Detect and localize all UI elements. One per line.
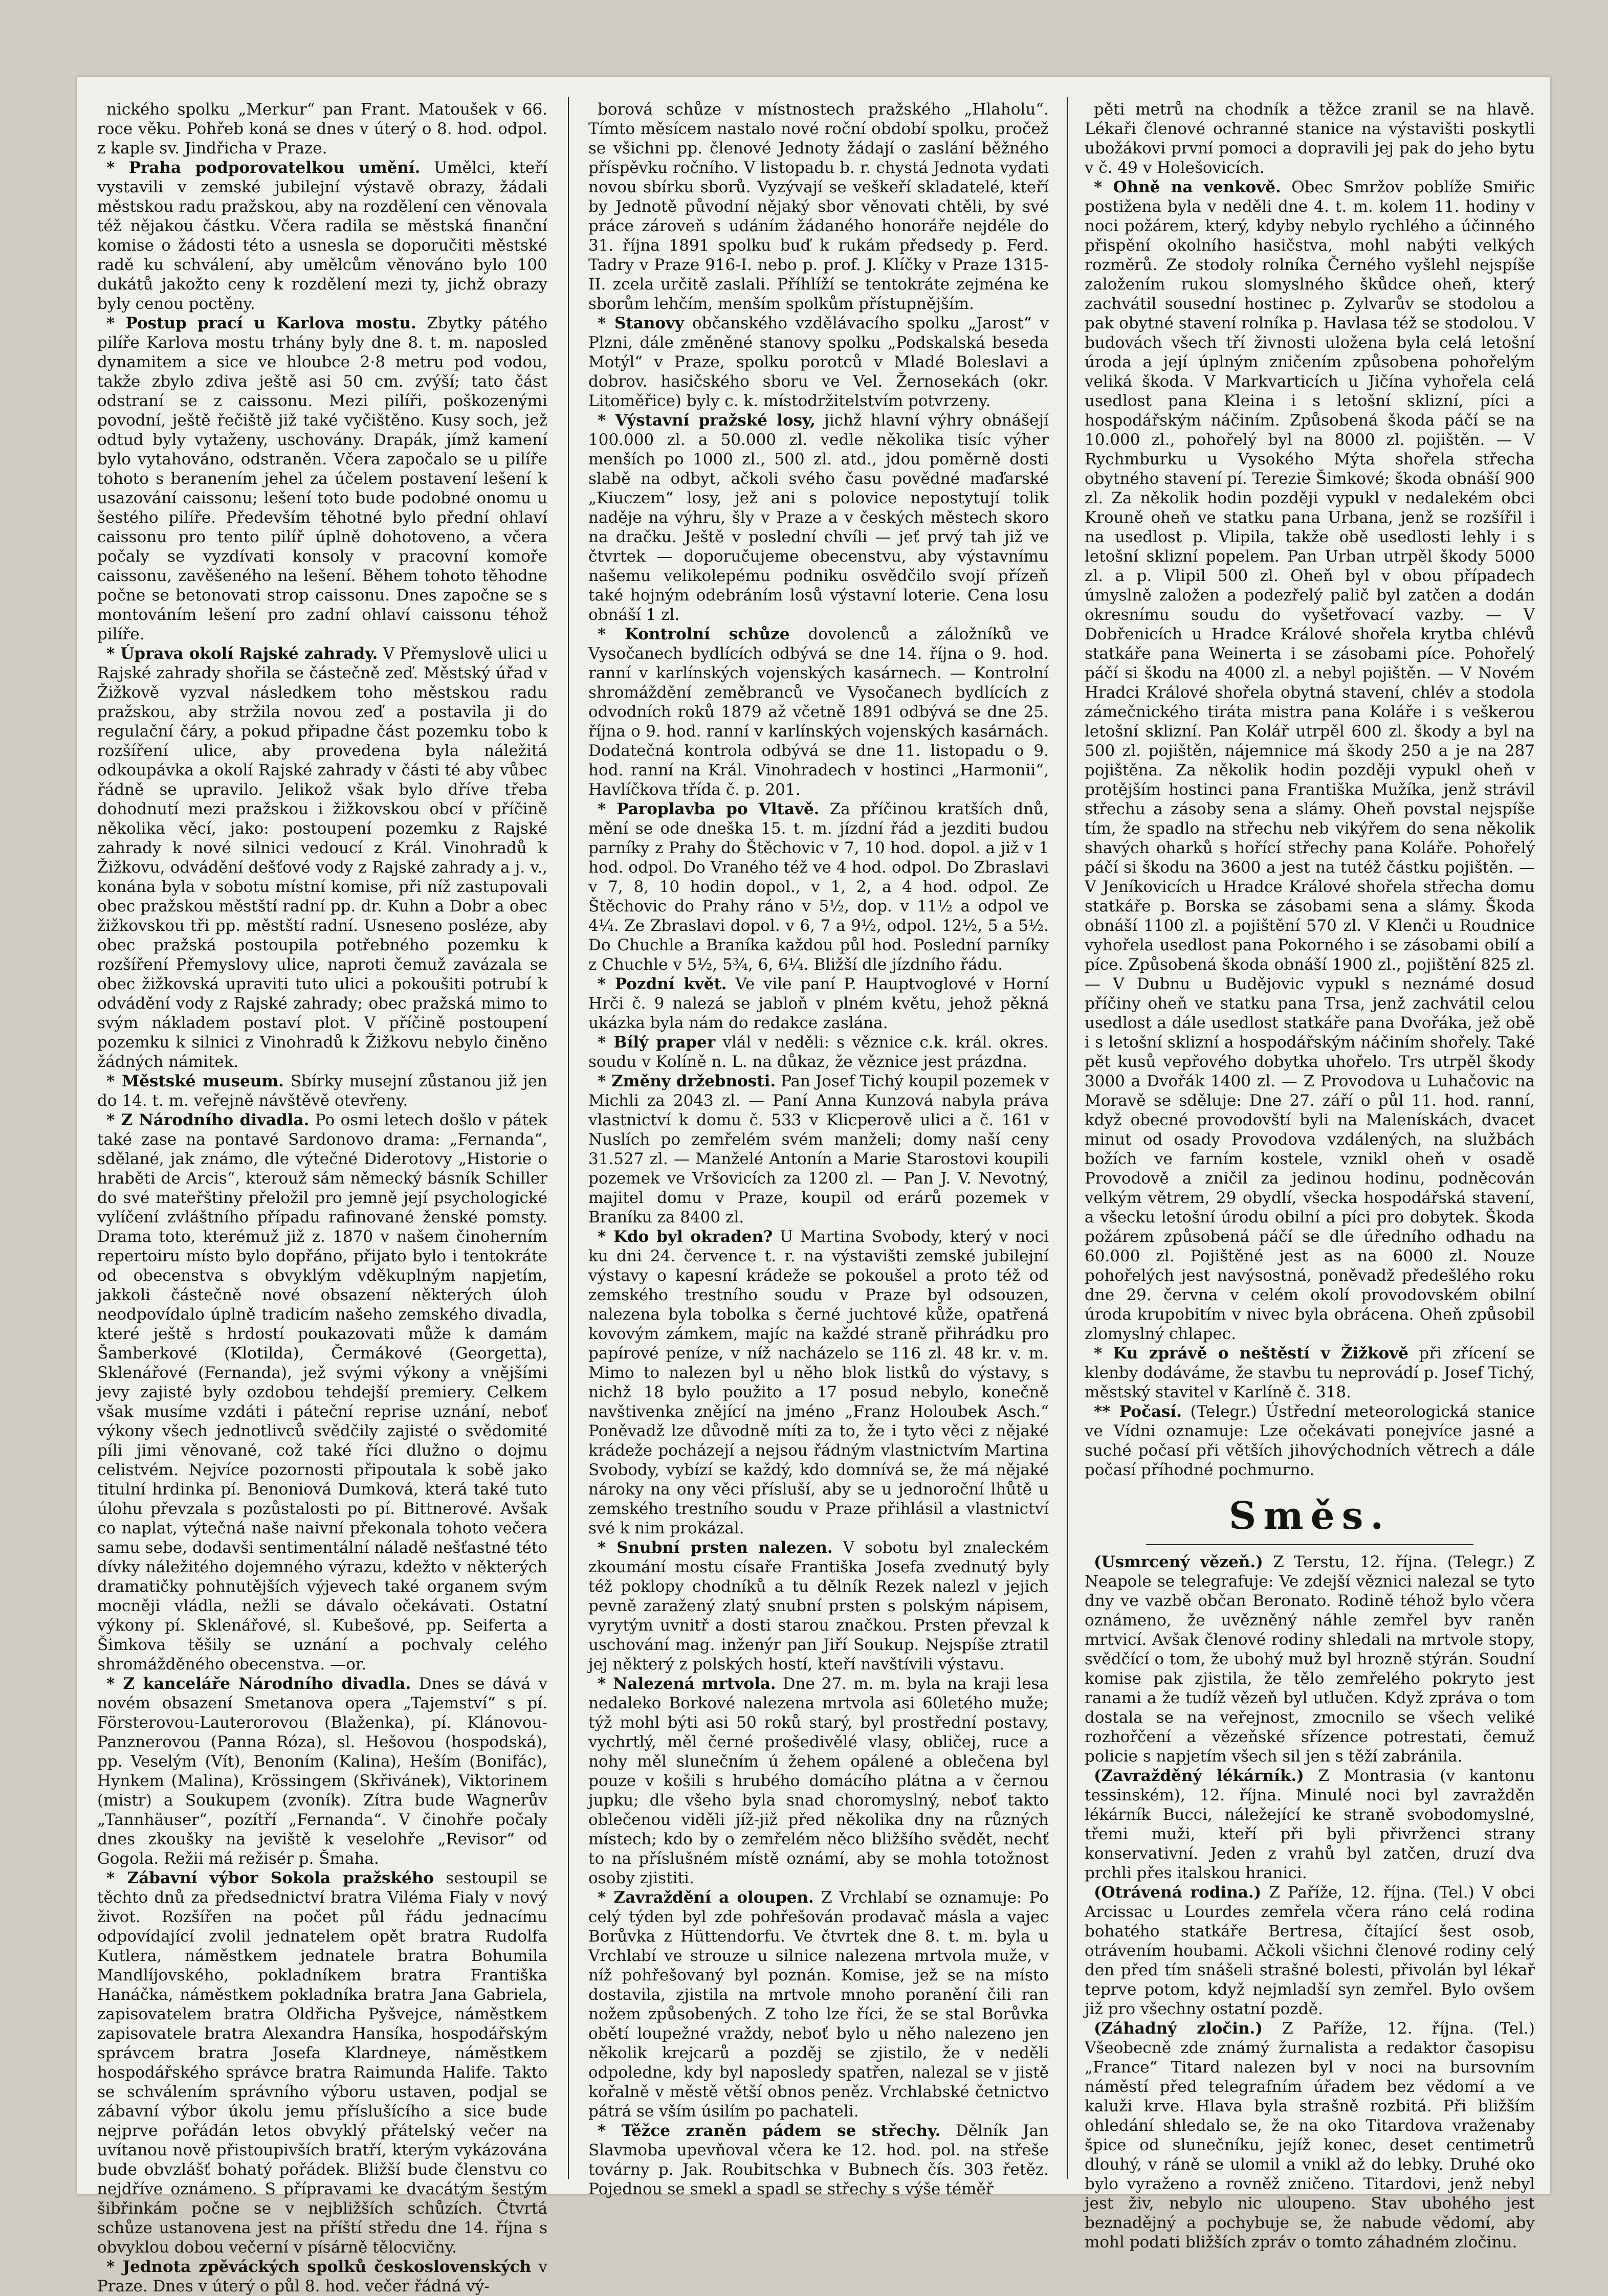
article-lead: * Úprava okolí Rajské zahrady.	[106, 644, 378, 663]
article-paragraph	[1085, 1344, 1535, 1402]
article-lead: * Z kanceláře Národního divadla.	[106, 1675, 411, 1693]
article-paragraph	[588, 314, 1049, 411]
article-text: dovolenců a záložníků ve Vysočanech bydlících odbývá se dne 14. října o 9. hod. ranní v karlínských vojenských kasárnech. — Kontrolní shromáždění zeměbranců ve Vysočanech bydlících z odvodních roků 1879 až včetně 1891 odbývá se dne 25. října o 9. hod. ranní v karlínských vojenských kasárnách. Dodatečná kontrola odbývá se dne 11. listopadu o 9. hod. ranní na Král. Vinohradech v hostinci „Harmonii“, Havlíčkova třída č. p. 201.	[588, 625, 1049, 799]
article-text: Umělci, kteří vystavili v zemské jubilejní výstavě obrazy, žádali městskou radu pražskou, aby na rozdělení cen věnovala též nějakou částku. Včera radila se městská finanční komise o žádosti této a usnesla se doporučiti městské radě ku schválení, aby umělcům věnováno bylo 100 dukátů jakožto ceny k rozdělení mezi ty, jichž obrazy byly cenou poctěny.	[97, 159, 547, 313]
article-text: Obec Smržov poblíže Smiřic postižena byla v neděli dne 4. t. m. kolem 11. hodiny v noci požárem, který, kdyby nebylo rychlého a účinného přispění okolního hasičstva, mohl nabýti velkých rozměrů. Ze stodoly rolníka Černého vyšlehl nejspíše založením rukou slomyslného škůdce oheň, který zachvátil sousední hostinec p. Zylvarův se stodolou a pak obytné stavení rolníka p. Havlasa též se stodolou. V budovách všech tří živnosti uložena byla celá letošní úroda a její úplným zničením způsobena pohořelým veliká škoda. V Markvarticích u Jičína vyhořela celá usedlost pana Kleina i s letošní sklizní, píci a hospodářským náčiním. Způsobená škoda páčí se na 10.000 zl., pohořelý byl na 8000 zl. pojištěn. — V Rychmburku u Vysokého Mýta shořela střecha obytného stavení pí. Terezie Šimkové; škoda obnáší 900 zl. Za několik hodin později vypukl v nedalekém obci Krouně oheň ve statku pana Urbana, jenž se rozšířil i na usedlost p. Vlipila, takže obě usedlosti lehly i s letošní sklizní popelem. Pan Urban utrpěl škody 5000 zl. a p. Vlipil 500 zl. Oheň byl v obou případech úmyslně založen a podezřelý palič byl zatčen a dodán okresnímu soudu do vyšetřovací vazby. — V Dobřenicích u Hradce Králové shořela krytba chlévů statkáře pana Weinerta i se zásobami píce. Pohořelý páčí si škodu na 4000 zl. a nebyl pojištěn. — V Novém Hradci Králové shořela obytná stavení, chlév a stodola zámečnického tiráta mistra pana Koláře i s veškerou letošní sklizní. Pan Kolář utrpěl 600 zl. škody a byl na 500 zl. pojištěn, nájemnice má škody 250 a je na 287 pojištěna. Za několik hodin později vypukl oheň v protějším hostinci pana Františka Mužíka, jenž strávil střechu a zásoby sena a slámy. Oheň povstal nejspíše tím, že spadlo na střechu neb vikýřem do sena několik shavých oharků s hořící střechy pana Koláře. Pohořelý páčí si škodu na 3600 a jest na tutéž částku pojištěn. — V Jeníkovicích u Hradce Králové shořela střecha domu statkáře p. Borska se zásobami sena a slámy. Škoda obnáší 1100 zl. a pojištění 570 zl. V Klenči u Roudnice vyhořela usedlost pana Pokorného i se zásobami obilí a píce. Způsobená škoda obnáší 1900 zl., pojištění 825 zl. — V Dubnu u Budějovic vypukl s neznámé dosud příčiny oheň ve statku pana Trsa, jenž zachvátil celou usedlost a dále usedlost statkáře pana Dvořáka, jež obě i s letošní sklizní a hospodářským náčiním shořely. Také pět kusů vepřového dobytka uhořelo. Trs utrpěl škody 3000 a Dvořák 1400 zl. — Z Provodova u Luhačovic na Moravě se sděluje: Dne 27. září o půl 11. hod. ranní, když obecné provodovští byli na Malenískách, dvacet minut od osady Provodova vzdálených, na službách božích ve farním kostele, vznikl oheň v osadě Provodově a zničil za jedinou hodinu, podněcován velkým větrem, 29 obydlí, všecka hospodářská stavení, a všecku letošní úrodu obilní a píci pro dobytek. Škoda požárem způsobená páčí se dle úředního odhadu na 60.000 zl. Pojištěné jest as na 6000 zl. Nouze pohořelých jest navýsostná, poněvadž předešlého roku dne 29. června v celém okolí provodovském obilní úroda krupobitím v nivec byla obrácena. Oheň způsobil zlomyslný chlapec.	[1085, 178, 1535, 1343]
article-lead: * Z Národního divadla.	[106, 1111, 310, 1129]
article-lead: * Pozdní květ.	[598, 975, 727, 993]
article-lead: * Jednota zpěváckých spolků československých	[106, 2258, 532, 2276]
article-text: nického spolku „Merkur“ pan Frant. Matoušek v 66. roce věku. Pohřeb koná se dnes v úterý o 8. hod. odpol. z kaple sv. Jindřicha v Praze.	[97, 100, 547, 158]
article-lead: * Snubní prsten nalezen.	[598, 1539, 833, 1557]
article-lead: * Těžce zraněn pádem se střechy.	[598, 2122, 941, 2140]
article-lead: (Usmrcený vězeň.)	[1094, 1553, 1263, 1571]
article-text: jichž hlavní výhry obnášejí 100.000 zl. a 50.000 zl. vedle několika tisíc výher menších po 1000 zl., 500 zl. atd., jdou poměrně dosti slabě na odbyt, ačkoli svého času povědné maďarské „Kiuczem“ losy, jež ani s polovice nepostytují tolik naděje na výhru, šly v Praze a v českých městech skoro na dračku. Ještě v poslední chvíli — jeť prvý tah již ve čtvrtek — doporučujeme obecenstvu, aby výstavnímu našemu velikolepému podniku osvědčilo svojí přízeň také hojným odebráním losů výstavní loterie. Cena losu obnáší 1 zl.	[588, 411, 1049, 624]
article-lead: * Zábavní výbor Sokola pražského	[106, 1869, 434, 1887]
article-paragraph	[588, 2121, 1049, 2199]
column-divider	[568, 97, 569, 2179]
article-lead: * Postup prací u Karlova mostu.	[106, 314, 416, 332]
article-text: pěti metrů na chodník a těžce zranil se na hlavě. Lékaři členové ochranné stanice na výstavišti poskytli ubožákovi první pomoci a dopravili jej pak do jeho bytu v č. 49 v Holešovicích.	[1085, 100, 1535, 177]
article-lead: * Nalezená mrtvola.	[598, 1675, 776, 1693]
article-paragraph	[1085, 1883, 1535, 2019]
article-paragraph	[97, 2257, 547, 2296]
article-text: Sbírky musejní zůstanou již jen do 14. t. m. veřejně návštěvě otevřeny.	[97, 1072, 547, 1110]
article-text: Zbytky pátého pilíře Karlova mostu trhány byly dne 8. t. m. naposled dynamitem a sice ve hloubce 2·8 metru pod vodou, takže zbylo zdiva ještě asi 50 cm. zvýší; tato část odstraní se z caissonu. Mezi pilíři, poškozenými povodní, ještě řečiště již také vyčištěno. Kusy soch, jež odtud byly vytaženy, uschovány. Drapák, jímž kamení bylo vytahováno, odstraněn. Včera započalo se u pilíře tohoto s beranením jehel za účelem postavení lešení k usazování caissonu; lešení toto bude podobné onomu u šestého pilíře. Především těhotné bylo přední ohlaví caissonu pro tento pilíř úplně dohotoveno, a včera počaly se vyzdívati konsoly v pracovní komoře caissonu, zavěšeného na lešení. Během tohoto těhodne počne se betonovati strop caissonu. Dnes započne se s montováním lešení pro zadní ohlaví caissonu téhož pilíře.	[97, 314, 548, 643]
article-paragraph	[588, 625, 1049, 799]
article-text: Z Paříže, 12. října. (Tel.) V obci Arcissac u Lourdes zemřela včera ráno celá rodina bohatého statkáře Bertresa, čítající šest osob, otrávením houbami. Ačkoli všichni členové rodiny celý den před tím snášeli strašné bolesti, přivolán byl lékař teprve potom, když nejmladší syn zemřel. Bylo ovšem již pro všechny ostatní pozdě.	[1085, 1883, 1535, 2018]
article-paragraph	[1085, 1402, 1535, 1480]
heading-rule	[1146, 1544, 1473, 1545]
column-3-section	[1085, 1552, 1535, 2252]
article-text: Z Terstu, 12. října. (Telegr.) Z Neapole se telegrafuje: Ve zdejší věznici nalezal se tyto dny ve vazbě občan Beronato. Rodině téhož bylo včera oznámeno, že uvězněný náhle zemřel byv raněn mrtvicí. Avšak členové rodiny shledali na mrtvole stopy, svědčící o tom, že ubohý muž byl hrozně stýrán. Soudní komise pak zjistila, že tělo zemřelého pokryto jest ranami a že tudíž vězeň byl utlučen. Když zpráva o tom dostala se na veřejnost, zmocnilo se všech veliké rozhořčení a vězeňské sřízence potrestati, čemuž policie s napjetím všech sil jen s těží zabránila.	[1085, 1553, 1535, 1766]
article-paragraph	[588, 974, 1049, 1033]
article-paragraph	[97, 100, 547, 158]
article-paragraph	[97, 1868, 547, 2257]
article-lead: * Výstavní pražské losy,	[598, 411, 816, 430]
article-paragraph	[588, 799, 1049, 974]
article-lead: * Městské museum.	[106, 1072, 284, 1090]
article-paragraph	[588, 100, 1049, 314]
column-3-news	[1085, 100, 1535, 1480]
article-text: Z Vrchlabí se oznamuje: Po celý týden byl zde pohřešován prodavač másla a vajec Borůvka z Hüttendorfu. Ve čtvrtek dne 8. t. m. byla u Vrchlabí ve strouze u silnice nalezena mrtvola muže, v níž pohřešovaný byl poznán. Komise, jež se na místo dostavila, zjistila na mrtvole mnoho poranění čili ran nožem způsobených. Z toho lze říci, že se stal Borůvka obětí loupežné vraždy, neboť bylo u něho nalezeno jen několik krejcarů a pozděj se zjistilo, že v neděli odpoledne, kdy byl naposledy spatřen, nalezal se v jistě kořalně v městě větší obnos peněz. Vrchlabské četnictvo pátrá se vším úsilím po pachateli.	[588, 1888, 1049, 2121]
article-lead: ** Počasí.	[1094, 1402, 1182, 1421]
article-paragraph	[97, 1072, 547, 1110]
article-paragraph	[588, 411, 1049, 625]
article-lead: * Zavraždění a oloupen.	[598, 1888, 814, 1907]
column-1	[97, 100, 548, 2295]
column-2	[588, 100, 1049, 2198]
article-paragraph	[588, 1674, 1049, 1888]
column-3	[1085, 100, 1535, 2252]
article-lead: * Praha podporovatelkou umění.	[106, 159, 421, 177]
article-lead: * Změny držebnosti.	[598, 1072, 776, 1090]
article-text: při zřícení se klenby dodáváme, že stavbu tu neprovádí p. Josef Tichý, městský stavitel v Karlíně č. 318.	[1085, 1344, 1535, 1401]
article-lead: * Kontrolní schůze	[598, 625, 790, 643]
newspaper-page	[77, 77, 1550, 2295]
article-text: Po osmi letech došlo v pátek také zase na pontavé Sardonovo drama: „Fernanda“, sdělané, jak známo, dle výtečné Diderotovy „Historie o hraběti de Arcis“, kterouž sám německý básník Schiller do své mateřštiny přeložil pro jemně její psychologické vylíčení zvláštního případu rafinované ženské pomsty. Drama toto, kterémuž již z. 1870 v našem činoherním repertoiru místo bylo dopřáno, přijato bylo i tentokráte od obecenstva s obvyklým vděkuplným napjetím, jakkoli částečně nové obsazení některých úloh neodpovídalo úplně tradicím našeho zemského divadla, které ještě s hrdostí poukazovati může k damám Šamberkové (Klotilda), Čermákové (Georgetta), Sklenářové (Fernanda), jež svými výkony a vnějšími jevy zajisté byly ozdobou tehdejší premiery. Celkem však musíme vzdáti i páteční reprise uznání, neboť výkony všech jednotlivců svědčily zajisté o svědomité píli jimi věnované, což také říci dlužno o dojmu celistvém. Nejvíce pozornosti připoutala k sobě jako titulní hrdinka pí. Benoniová Dumková, která také tuto úlohu převzala s pozůstalosti po pí. Bittnerové. Avšak co naplat, výtečná naše naivní překonala tohoto večera samu sebe, dodavši sentimentální náladě nešťastné této dívky náležitého dojemného výrazu, kdežto v některých dramatičky pohnutějších výjevech také organem svým mocněji vládla, nežli se dávalo očekávati. Ostatní výkony pí. Sklenářové, sl. Kubešové, pp. Seiferta a Šimkova těšily se uznání a pochvaly celého shromážděného obecenstva. —or.	[97, 1111, 548, 1674]
section-heading: Směs.	[1228, 1494, 1391, 1538]
article-paragraph	[97, 1110, 547, 1674]
article-text: občanského vzdělávacího spolku „Jarost“ v Plzni, dále změněné stanovy spolku „Podskalská beseda Motýl“ v Praze, spolku porotců v Mladé Boleslavi a dobrov. hasičského sboru ve Vel. Žernosekách (okr. Litoměřice) byly c. k. místodržitelstvím potvrzeny.	[588, 314, 1049, 410]
article-text: Z Paříže, 12. října. (Tel.) Všeobecně zde známý žurnalista a redaktor časopisu „France“ Titard nalezen byl v noci na bursovním náměstí před telegrafním úřadem bez vědomí a ve kaluži krve. Hlava byla strašně rozbitá. Při bližším ohledání shledalo se, že na oko Titardova vraženaby špice od slunečníku, jejíž konec, deset centimetrů dlouhý, v ráně se ulomil a vnikl až do lebky. Druhé oko bylo vyraženo a rovněž zničeno. Titardovi, jenž nebyl jest živ, nebylo nic uloupeno. Stav ubohého jest beznadějný a pochybuje se, že nabude vědomí, aby mohl podati bližších zpráv o tomto záhadném zločinu.	[1085, 2019, 1535, 2252]
article-paragraph	[97, 314, 547, 644]
article-text: Ve vile paní P. Hauptvoglové v Horní Hrči č. 9 nalezá se jabloň v plném květu, jehož pěkná ukázka byla nám do redakce zaslána.	[588, 975, 1049, 1032]
article-text: v Praze. Dnes v úterý o půl 8. hod. večer řádná vý-	[97, 2258, 548, 2295]
article-text: Dnes se dává v novém obsazení Smetanova opera „Tajemství“ s pí. Försterovou-Lauterorovou (Blaženka), pí. Klánovou-Panznerovou (Panna Róza), sl. Hešovou (hospodská), pp. Veselým (Vít), Benoním (Kalina), Heším (Bonifác), Hynkem (Malina), Krössingem (Skřivánek), Viktorinem (mistr) a Soukupem (zvoník). Zítra bude Wagnerův „Tannhäuser“, pozítří „Fernanda“. V činohře počaly dnes zkoušky na jeviště k veselohře „Revisor“ od Gogola. Režii má režisér p. Šmaha.	[97, 1675, 547, 1868]
article-paragraph	[1085, 100, 1535, 177]
column-divider	[1067, 97, 1068, 2179]
article-paragraph	[1085, 1552, 1535, 1766]
article-paragraph	[97, 644, 547, 1072]
article-text: Za příčinou kratších dnů, mění se ode dneška 15. t. m. jízdní řád a jezditi budou parníky z Prahy do Štěchovic v 7, 10 hod. dopol. a již v 1 hod. odpol. Do Vraného též ve 4 hod. odpol. Do Zbraslavi v 7, 8, 10 hodin dopol., v 1, 2, a 4 hod. odpol. Ze Štěchovic do Prahy ráno v 5½, dop. v 11½ a odpol ve 4¼. Ze Zbraslavi dopol. v 6, 7 a 9½, odpol. 12½, 5 a 5½. Do Chuchle a Braníka každou půl hod. Poslední parníky z Chuchle v 5½, 5¾, 6, 6¼. Bližší dle jízdního řádu.	[588, 800, 1049, 974]
article-paragraph	[588, 1227, 1049, 1538]
article-lead: (Otrávená rodina.)	[1094, 1883, 1262, 1902]
article-lead: * Ohně na venkově.	[1094, 178, 1281, 196]
article-text: U Martina Svobody, který v noci ku dni 24. července t. r. na výstavišti zemské jubilejní výstavy o kapesní krádeže se pokoušel a proto též od zemského trestního soudu v Praze byl odsouzen, nalezena byla tobolka s černé juchtové kůže, opatřená kovovým zámkem, majíc na každé straně přihrádku pro papírové peníze, v níž nacházelo se 116 zl. 48 kr. v. m. Mimo to nalezen byl u něho blok listků do výstavy, s nichž 18 bylo použito a 17 posud nebylo, konečně navštivenka znějící na jméno „Franz Holoubek Asch.“ Poněvadž lze důvodně míti za to, že i tyto věci z nějaké krádeže pocházejí a nejsou řádným vlastnictvím Martina Svobody, vybízí se každý, kdo domnívá se, že má nějaké nároky na ony věci přísluší, aby se u jednoroční lhůtě u zemského trestního soudu v Praze přihlásil a vlastnictví své k nim prokázal.	[588, 1228, 1049, 1537]
article-paragraph	[97, 158, 547, 314]
article-text: sestoupil se těchto dnů za předsednictví bratra Viléma Fialy v nový život. Rozšířen na počet půl řádu jednacímu odpovídající zvolil jednatelem opět bratra Rudolfa Kutlera, náměstkem jednatele bratra Bohumila Mandlíjovského, pokladníkem bratra Františka Hanáčka, náměstkem pokladníka bratra Jana Gabriela, zapisovatelem bratra Oldřicha Pyšvejce, náměstkem zapisovatele bratra Alexandra Hansíka, hospodářským správcem bratra Josefa Klardneye, náměstkem hospodářského správce bratra Raimunda Halife. Takto se schválením správního výboru ustaven, podjal se zábavní výbor úkolu jemu příslušícího a sice bude nejprve pořádán letos obvyklý přátelský večer na uvítanou nově přistoupivších bratří, kterým vykázována bude obvzlášť bohatý pořádek. Bližší bude členstvu co nejdříve oznámeno. S přípravami ke dvacátým šestým šibřinkám počne se v nejbližších schůzích. Čtvrtá schůze ustanovena jest na příští středu dne 14. října s obvyklou dobou večerní v písárně tělocvičny.	[97, 1869, 547, 2257]
article-lead: (Záhadný zločin.)	[1094, 2019, 1263, 2038]
article-text: Pan Josef Tichý koupil pozemek v Michli za 2043 zl. — Paní Anna Kunzová nabyla práva vlastnictví k domu č. 533 v Klicperově ulici a č. 161 v Nuslích po zemřelém svém manželi; domy naší ceny 31.527 zl. — Manželé Antonín a Marie Starostovi koupili pozemek ve Vršovicích za 1200 zl. — Pan J. V. Nevotný, majitel domu v Praze, koupil od erárů pozemek v Braníku za 8400 zl.	[588, 1072, 1049, 1227]
article-text: Dělník Jan Slavmoba upevňoval včera ke 12. hod. pol. na střeše továrny p. Jak. Roubitschka v Bubnech čís. 303 řetěz. Pojednou se smekl a spadl se střechy s výše téměř	[588, 2122, 1049, 2198]
article-paragraph	[1085, 2019, 1535, 2252]
article-text: Z Montrasia (v kantonu tessinském), 12. října. Minulé noci byl zavražděn lékárník Bucci, náležející ke straně svobodomyslné, třemi muži, kteří při byli přivrženci strany konservativní. Jeden z vrahů byl zatčen, druzí dva prchli přes italskou hranici.	[1085, 1767, 1535, 1882]
article-text: borová schůze v místnostech pražského „Hlaholu“. Tímto měsícem nastalo nové roční období spolku, pročež se všichni pp. členové Jednoty žádají o zaslání běžného příspěvku ročního. V listopadu b. r. chystá Jednota vydati novou sbírku sborů. Vyzývají se veškeří skladatelé, kteří by Jednotě původní nějaký sbor věnovati chtěli, by své práce zároveň s udáním žádaného honoráře nejdéle do 31. října 1891 spolku buď k rukám předsedy p. Ferd. Tadry v Praze 916-I. nebo p. prof. J. Klíčky v Praze 1315-II. zcela určitě zaslali. Příhlíží se tentokráte zejména ke sborům lehčím, menším spolkům přístupnějším.	[588, 100, 1049, 313]
article-paragraph	[588, 1072, 1049, 1227]
article-lead: * Bílý praper	[598, 1033, 716, 1052]
article-paragraph	[588, 1888, 1049, 2121]
article-paragraph	[1085, 1766, 1535, 1883]
article-paragraph	[588, 1033, 1049, 1072]
article-text: Dne 27. m. m. byla na kraji lesa nedaleko Borkové nalezena mrtvola asi 60letého muže; týž mohl býti asi 50 roků starý, byl prostřední postavy, vychrtlý, měl černé prošedivělé vlasy, obličej, ruce a nohy měl slunečním ú žehem opálené a oblečena byl pouze v košili s hrubého domácího plátna a v černou jupku; dle všeho byla snad choromyslný, neboť takto oblečenou viděli jíž-již před několika dny na různých místech; kdo by o zemřelém něco bližšího svědět, nechť to na příslušném místě oznámí, aby se mohla totožnost osoby zjistiti.	[588, 1675, 1049, 1887]
article-lead: * Paroplavba po Vltavě.	[598, 800, 820, 818]
article-lead: * Kdo byl okraden?	[598, 1228, 773, 1246]
article-lead: * Stanovy	[598, 314, 685, 332]
article-text: V sobotu byl znaleckém zkoumání mostu císaře Františka Josefa zvednutý byly též poklopy chodníků a tu dělník Rezek nalezl v jejich pevně zaražený zlatý snubní prsten s polským nápisem, vyrytým uvnitř a dosti starou značkou. Prsten převzal k uschování mag. inženýr pan Jiří Soukup. Nejspíše ztratil jej některý z polských hostí, kteří navštívili výstavu.	[588, 1539, 1049, 1674]
article-text: vlál v neděli: s věznice c.k. král. okres. soudu v Kolíně n. L. na důkaz, že věznice jest prázdna.	[588, 1033, 1049, 1071]
article-paragraph	[97, 1674, 547, 1868]
article-text: (Telegr.) Ústřední meteorologická stanice ve Vídni oznamuje: Lze očekávati ponejvíce jasné a suché počasí při větších jihovýchodních větrech a dále počasí příhodné pochmurno.	[1085, 1402, 1535, 1479]
article-text: V Přemyslově ulici u Rajské zahrady shořila se částečně zeď. Městský úřad v Žižkově vyzval následkem toho městskou radu pražskou, aby stržila novou zeď a postavila ji do regulační čáry, a pokud připadne část pozemku tobo k rozšíření ulice, aby provedena byla náležitá odkoupávka a okolí Rajské zahrady v části té aby vůbec řádně se upravilo. Jelikož však bylo dříve třeba dohodnutí mezi pražskou i žižkovskou obcí v příčině několika věcí, jako: postoupení pozemku z Rajské zahrady k nové silnici vedoucí z Král. Vinohradů k Žižkovu, odvádění dešťové vody z Rajské zahrady a j. v., konána byla v sobotu místní komise, při níž zastupovali obec pražskou městští radní pp. dr. Kuhn a Dobr a obec žižkovskou tři pp. městští radní. Usneseno posléze, aby obec pražská postoupila potřebného pozemku k rozšíření Přemyslovy ulice, naproti čemuž zavázala se obec žižkovská upraviti tuto ulici a pokoušiti potrubí k odvádění vody z Rajské zahrady; obec pražská mimo to svým nákladem postaví plot. V příčině postoupení pozemku k silnici z Vinohradů k Žižkovu nebylo činěno žádných námitek.	[97, 644, 547, 1071]
article-lead: (Zavražděný lékárník.)	[1094, 1767, 1304, 1785]
article-paragraph	[1085, 177, 1535, 1344]
article-lead: * Ku zprávě o neštěstí v Žižkově	[1094, 1344, 1408, 1363]
article-paragraph	[588, 1538, 1049, 1674]
